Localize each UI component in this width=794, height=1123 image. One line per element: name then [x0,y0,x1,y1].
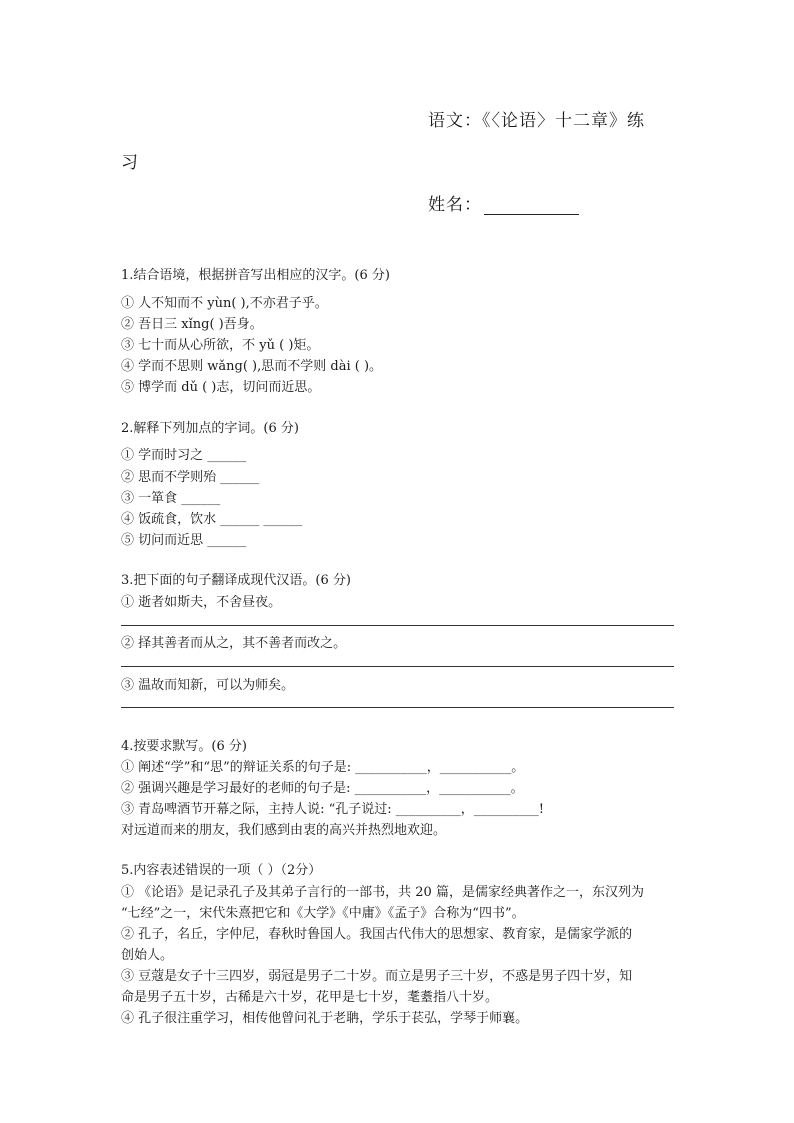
name-row [428,190,579,215]
title-line-1: 语文：《〈论语〉十二章》练 [428,111,645,131]
q1-item-5: ⑤ 博学而 dǔ ( )志，切问而近思。 [121,380,321,395]
q2-heading: 2.解释下列加点的字词。(6 分) [121,421,299,436]
q5-heading: 5.内容表述错误的一项（ ）（2分） [121,863,322,878]
q2-item-1: ① 学而时习之 ______ [121,448,247,463]
q4-item-2: ② 强调兴趣是学习最好的老师的句子是: ___________，___________。 [121,781,524,796]
q4-item-3: ③ 青岛啤酒节开幕之际，主持人说: “孔子说过: __________，__________! [121,802,545,817]
q5-option-3: ③ 豆蔻是女子十三四岁，弱冠是男子二十岁。而立是男子三十岁，不惑是男子四十岁，知 [121,969,633,984]
q3-answer-line-3[interactable] [121,707,674,708]
q2-item-5: ⑤ 切问而近思 ______ [121,533,247,548]
q1-item-2: ② 吾日三 xǐng( )吾身。 [121,317,263,332]
title-line-2: 习 [121,153,139,173]
q1-item-1: ① 人不知而不 yùn( ),不亦君子乎。 [121,296,328,311]
q5-option-1: ① 《论语》是记录孔子及其弟子言行的一部书，共 20 篇，是儒家经典著作之一，东汉列为 [121,885,644,900]
q1-item-3: ③ 七十而从心所欲，不 yǔ ( )矩。 [121,338,320,353]
q5-option-3-cont: 命是男子五十岁，古稀是六十岁，花甲是七十岁，耄耋指八十岁。 [121,990,499,1005]
q1-item-4: ④ 学而不思则 wǎng( ),思而不学则 dài ( )。 [121,359,383,374]
q5-option-1-cont: “七经”之一，宋代朱熹把它和《大学》《中庸》《孟子》合称为“四书”。 [121,906,525,921]
q1-heading: 1.结合语境，根据拼音写出相应的汉字。(6 分) [121,268,390,283]
q2-item-2: ② 思而不学则殆 ______ [121,470,260,485]
q3-item-2: ② 择其善者而从之，其不善者而改之。 [121,636,347,651]
q5-option-2-cont: 创始人。 [121,948,174,963]
q3-heading: 3.把下面的句子翻译成现代汉语。(6 分) [121,573,351,588]
q5-option-2: ② 孔子，名丘，字仲尼，春秋时鲁国人。我国古代伟大的思想家、教育家，是儒家学派的 [121,927,633,942]
name-label: 姓名： [428,195,482,215]
q3-item-3: ③ 温故而知新，可以为师矣。 [121,678,295,693]
q3-answer-line-1[interactable] [121,625,674,626]
q2-item-3: ③ 一箪食 ______ [121,491,221,506]
q4-item-3-cont: 对远道而来的朋友，我们感到由衷的高兴并热烈地欢迎。 [121,823,447,838]
q5-option-4: ④ 孔子很注重学习，相传他曾问礼于老聃，学乐于苌弘，学琴于师襄。 [121,1011,529,1026]
name-blank-field[interactable] [484,196,579,215]
q3-answer-line-2[interactable] [121,666,674,667]
q2-item-4: ④ 饭疏食，饮水 ______ ______ [121,512,303,527]
q4-item-1: ① 阐述“学”和“思”的辩证关系的句子是: ___________，___________。 [121,760,525,775]
q4-heading: 4.按要求默写。(6 分) [121,739,247,754]
q3-item-1: ① 逝者如斯夫，不舍昼夜。 [121,595,282,610]
